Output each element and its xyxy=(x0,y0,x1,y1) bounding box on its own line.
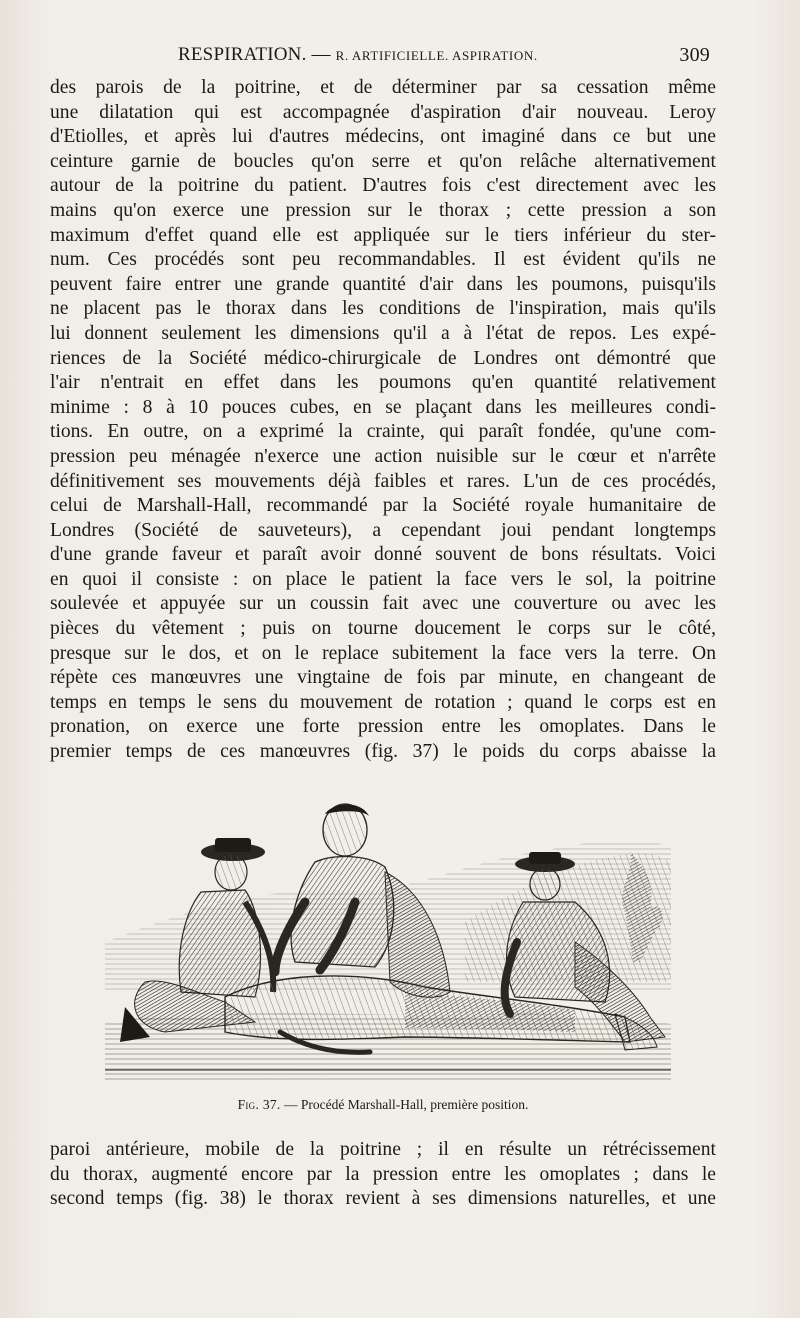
text-line: presque sur le dos, et on le replace subitement la face vers la terre. On xyxy=(50,642,716,664)
text-line: riences de la Société médico-chirurgicale de Londres ont démontré que xyxy=(50,347,716,369)
text-line: pression peu ménagée n'exerce une action nuisible sur le cœur et n'arrête xyxy=(50,445,716,467)
text-line: du thorax, augmenté encore par la pression entre les omoplates ; dans le xyxy=(50,1163,716,1185)
figure-caption-text: — Procédé Marshall-Hall, première position. xyxy=(283,1097,529,1112)
text-line: peuvent faire entrer une grande quantité d'air dans les poumons, puisqu'ils xyxy=(50,273,716,295)
running-head-main: RESPIRATION. — xyxy=(178,44,331,65)
engraving-illustration xyxy=(105,792,671,1082)
text-line: ne placent pas le thorax dans les conditions de l'inspiration, mais qu'ils xyxy=(50,298,716,320)
text-line: une dilatation qui est accompagnée d'aspiration d'air nouveau. Leroy xyxy=(50,101,716,123)
text-line: autour de la poitrine du patient. D'autres fois c'est directement avec les xyxy=(50,175,716,197)
text-line: maximum d'effet quand elle est appliquée sur le tiers inférieur du ster- xyxy=(50,224,716,246)
text-line: lui donnent seulement les dimensions qu'il a à l'état de repos. Les expé- xyxy=(50,322,716,344)
figure-caption xyxy=(50,1097,716,1113)
running-head xyxy=(50,44,710,70)
text-line: soulevée et appuyée sur un coussin fait avec une couverture ou avec les xyxy=(50,593,716,615)
text-line: d'Etiolles, et après lui d'autres médecins, ont imaginé dans ce but une xyxy=(50,126,716,148)
figure-label: Fig. 37. xyxy=(237,1097,281,1112)
text-line: d'une grande faveur et paraît avoir donné souvent de bons résultats. Voici xyxy=(50,544,716,566)
text-line: paroi antérieure, mobile de la poitrine ; il en résulte un rétrécissement xyxy=(50,1139,716,1160)
text-line: mains qu'on exerce une pression sur le thorax ; cette pression a son xyxy=(50,199,716,221)
page-number: 309 xyxy=(679,44,710,66)
text-line: tions. En outre, on a exprimé la crainte, qui paraît fondée, qu'une com- xyxy=(50,421,716,443)
text-line: pièces du vêtement ; puis on tourne doucement le corps sur le côté, xyxy=(50,618,716,640)
text-line: l'air n'entrait en effet dans les poumons qu'en quantité relativement xyxy=(50,372,716,394)
text-line: Londres (Société de sauveteurs), a cependant joui pendant longtemps xyxy=(50,519,716,541)
text-line: pronation, on exerce une forte pression entre les omoplates. Dans le xyxy=(50,716,716,738)
text-line: minime : 8 à 10 pouces cubes, en se plaçant dans les meilleures condi- xyxy=(50,396,716,418)
text-line: en quoi il consiste : on place le patient la face vers le sol, la poitrine xyxy=(50,568,716,590)
text-line: ceinture garnie de boucles qu'on serre et qu'on relâche alternativement xyxy=(50,150,716,172)
text-line: celui de Marshall-Hall, recommandé par la Société royale humanitaire de xyxy=(50,495,716,517)
text-line: temps en temps le sens du mouvement de rotation ; quand le corps est en xyxy=(50,691,716,713)
text-line: répète ces manœuvres une vingtaine de fois par minute, en changeant de xyxy=(50,667,716,689)
text-line: num. Ces procédés sont peu recommandables. Il est évident qu'ils ne xyxy=(50,249,716,271)
text-line: premier temps de ces manœuvres (fig. 37) le poids du corps abaisse la xyxy=(50,741,716,763)
running-head-sub: R. ARTIFICIELLE. ASPIRATION. xyxy=(335,48,538,63)
figure-engraving xyxy=(105,792,671,1082)
text-line: des parois de la poitrine, et de déterminer par sa cessation même xyxy=(50,77,716,98)
paragraph-2 xyxy=(50,1138,716,1212)
text-line: second temps (fig. 38) le thorax revient à ses dimensions naturelles, et une xyxy=(50,1188,716,1210)
paragraph-1 xyxy=(50,76,716,765)
running-head-title xyxy=(178,44,538,66)
text-line: définitivement ses mouvements déjà faibles et rares. L'un de ces procédés, xyxy=(50,470,716,492)
